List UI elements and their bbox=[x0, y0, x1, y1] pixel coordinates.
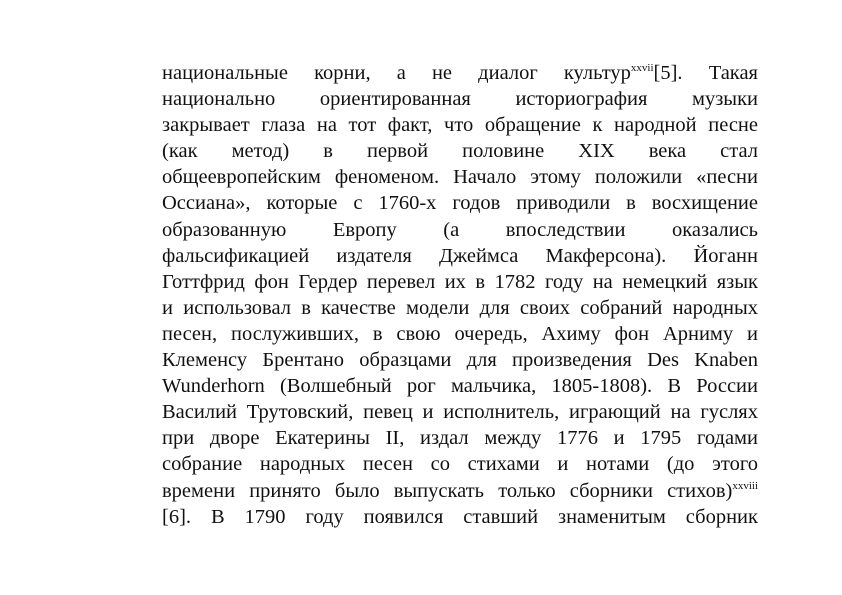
text-line-13: Wunderhorn (Волшебный рог мальчика, 1805-1808). В России bbox=[162, 375, 758, 398]
text-line-18: [6]. В 1790 году появился ставший знаменитым сборник bbox=[162, 505, 758, 528]
text-line-12: Клеменсу Брентано образцами для произведения Des Knaben bbox=[162, 349, 758, 372]
text-line-3: закрывает глаза на тот факт, что обращение к народной песне bbox=[162, 114, 758, 137]
text-line-1 bbox=[162, 60, 758, 86]
text-line-17 bbox=[162, 478, 758, 504]
text-line-5: общеевропейским феноменом. Начало этому положили «песни bbox=[162, 166, 758, 189]
text-line-4: (как метод) в первой половине XIX века стал bbox=[162, 140, 758, 163]
footnote-ref-xxviii[interactable]: xxviii bbox=[732, 479, 758, 492]
footnote-ref-xxvii[interactable]: xxvii bbox=[630, 62, 654, 74]
text-line-14: Василий Трутовский, певец и исполнитель, играющий на гуслях bbox=[162, 401, 758, 424]
text-line-9: Готтфрид фон Гердер перевел их в 1782 году на немецкий язык bbox=[162, 270, 758, 293]
text-line-6: Оссиана», которые с 1760-х годов приводили в восхищение bbox=[162, 192, 758, 215]
text-line-11: песен, послуживших, в свою очередь, Ахиму фон Арниму и bbox=[162, 322, 758, 345]
text-line-2: национально ориентированная историография музыки bbox=[162, 88, 758, 111]
text-line-10: и использовал в качестве модели для своих собраний народных bbox=[162, 296, 758, 319]
line-text-after: [5]. Такая bbox=[653, 62, 758, 84]
body-paragraph bbox=[162, 60, 758, 530]
text-line-8: фальсификацией издателя Джеймса Макферсона). Йоганн bbox=[162, 244, 758, 267]
text-line-15: при дворе Екатерины II, издал между 1776 и 1795 годами bbox=[162, 427, 758, 450]
line-text: национальные корни, а не диалог культур bbox=[162, 62, 631, 84]
line-text: времени принято было выпускать только сборники стихов) bbox=[162, 479, 733, 502]
text-line-7: образованную Европу (а впоследствии оказались bbox=[162, 218, 758, 241]
text-line-16: собрание народных песен со стихами и нотами (до этого bbox=[162, 453, 758, 476]
